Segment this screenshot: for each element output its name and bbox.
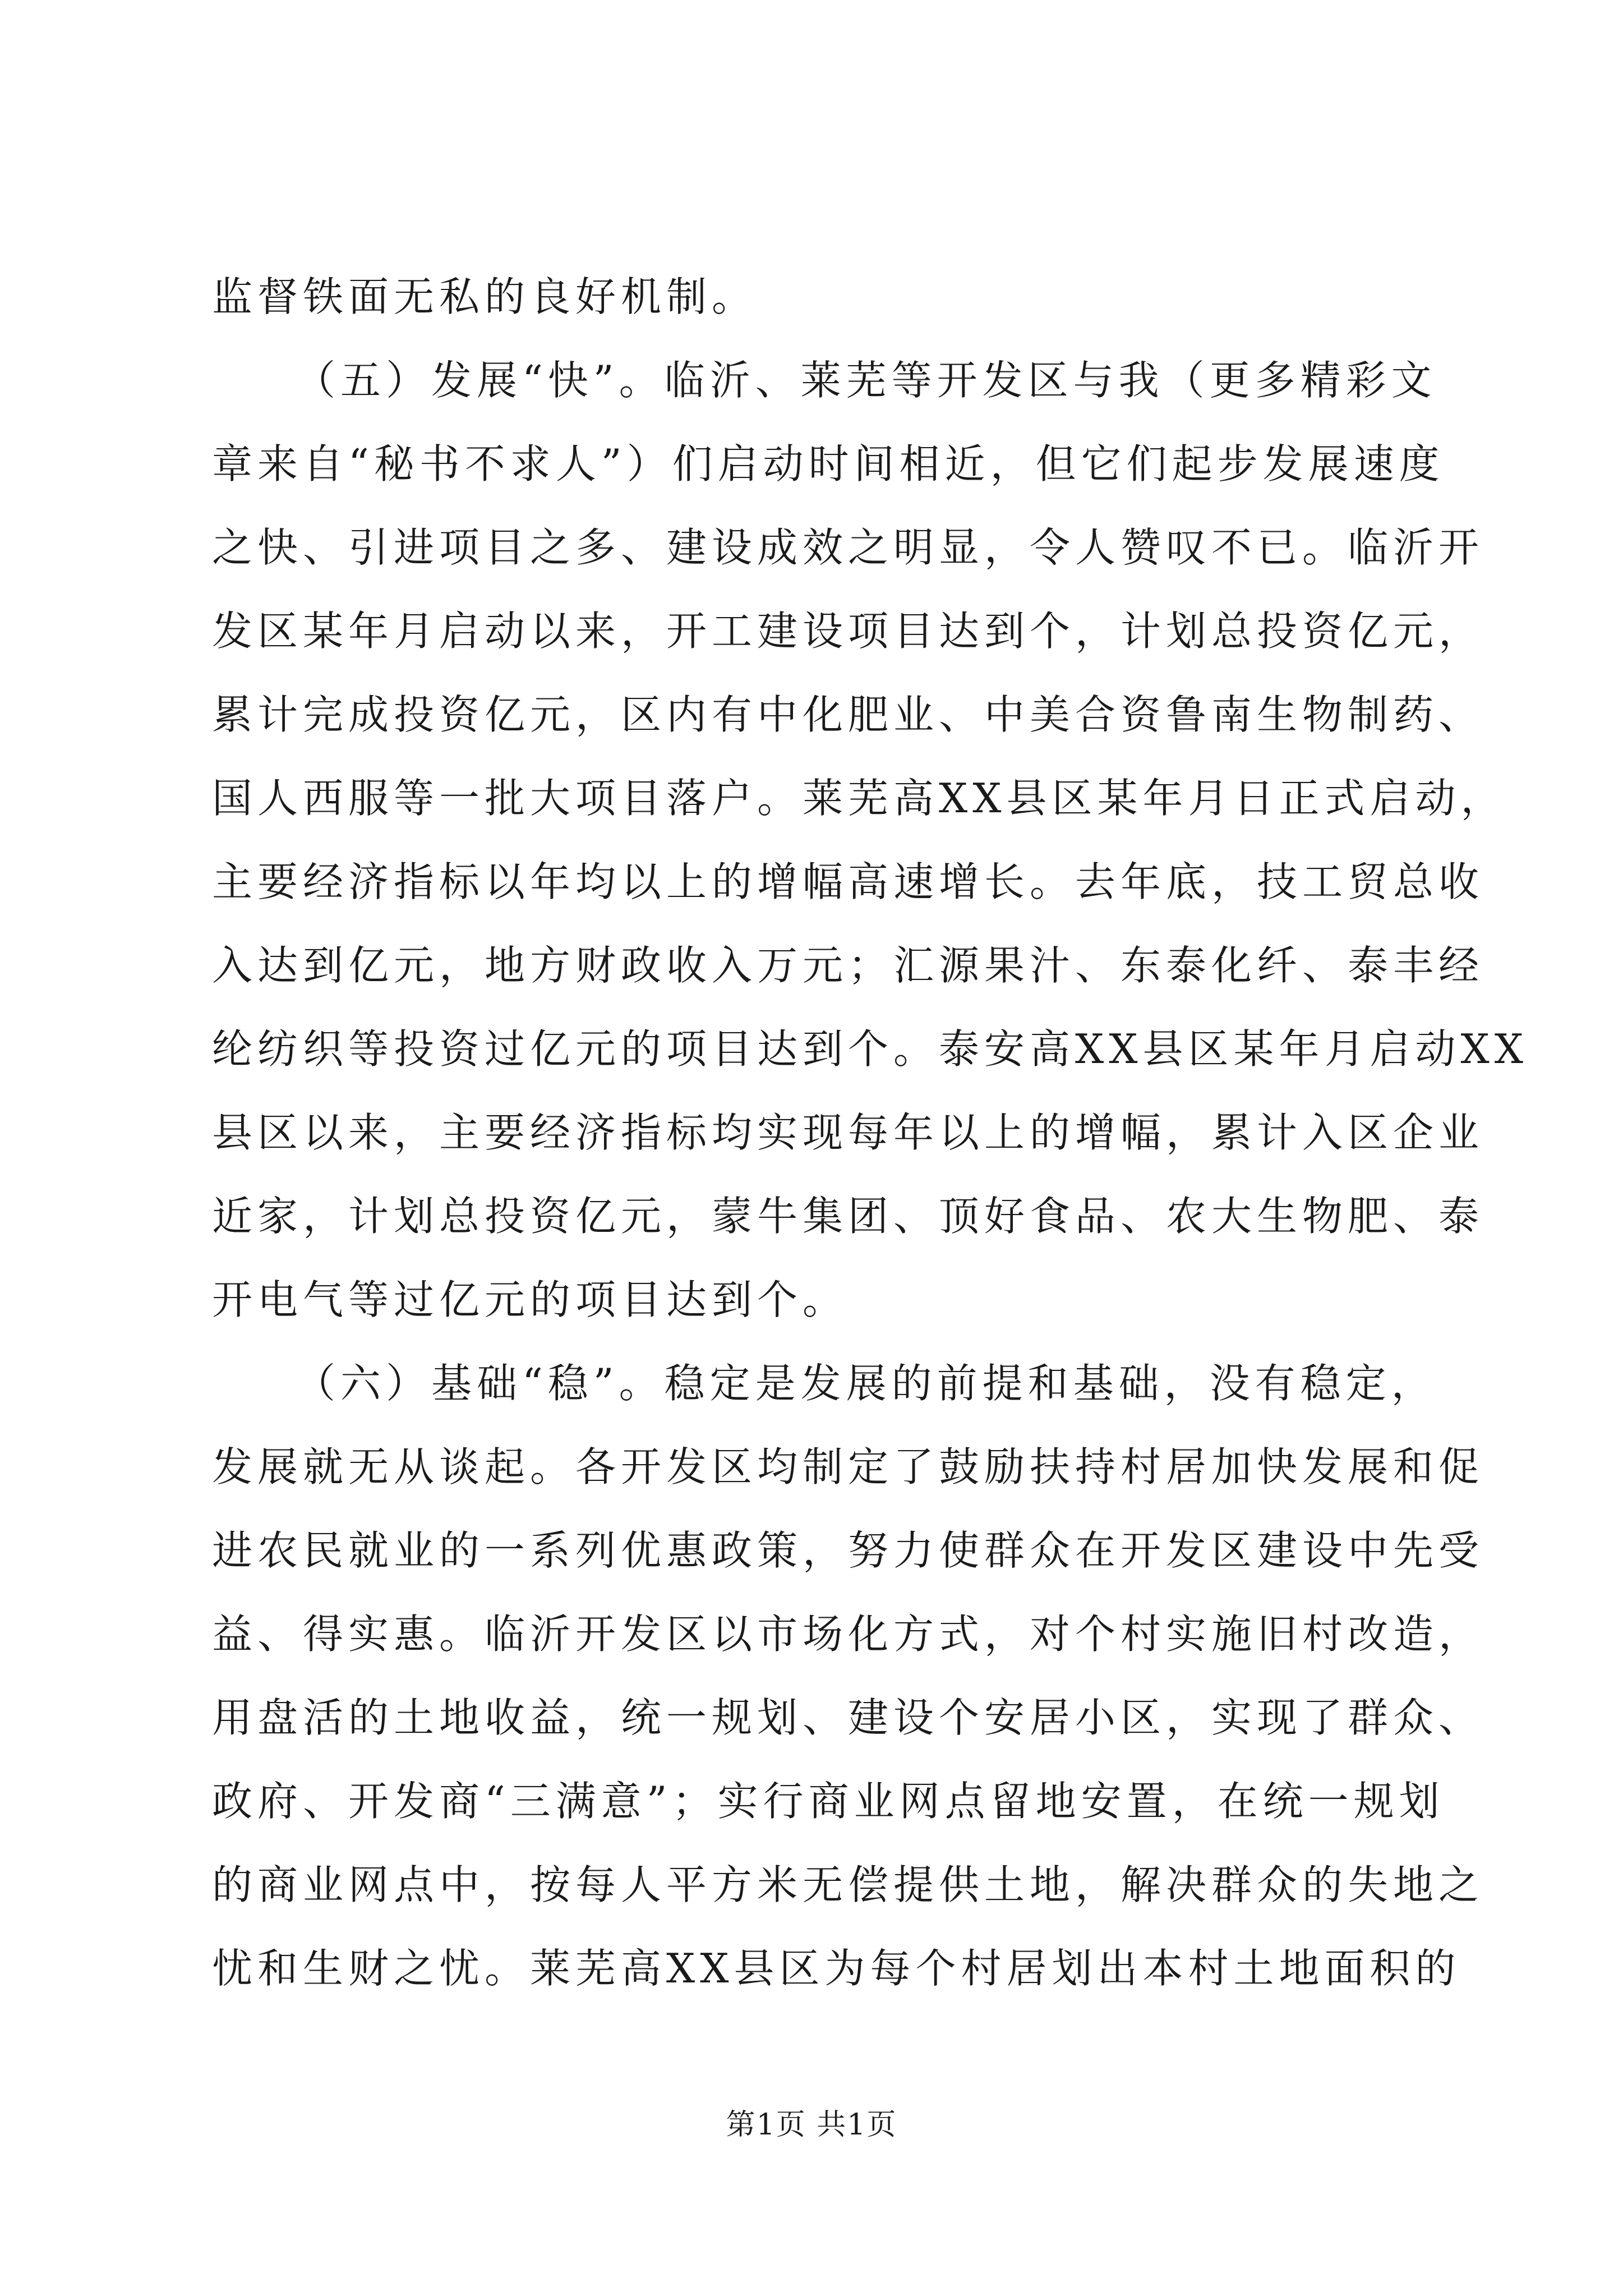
text-line: 的商业网点中，按每人平方米无偿提供土地，解决群众的失地之: [212, 1861, 1484, 1908]
page-number-label: 第1页 共1页: [726, 2108, 897, 2142]
text-line: 监督铁面无私的良好机制。: [212, 273, 758, 320]
text-line: 入达到亿元，地方财政收入万元；汇源果汁、东泰化纤、泰丰经: [212, 942, 1484, 989]
text-line: 国人西服等一批大项目落户。莱芜高XX县区某年月日正式启动，: [212, 775, 1506, 822]
text-line: 发展就无从谈起。各开发区均制定了鼓励扶持村居加快发展和促: [212, 1443, 1484, 1490]
text-line: 纶纺织等投资过亿元的项目达到个。泰安高XX县区某年月启动XX: [212, 1025, 1529, 1073]
text-line: 忧和生财之忧。莱芜高XX县区为每个村居划出本村土地面积的: [212, 1945, 1461, 1992]
section-5-heading-line: （五）发展“快”。临沂、莱芜等开发区与我（更多精彩文: [295, 357, 1437, 404]
text-line: 县区以来，主要经济指标均实现每年以上的增幅，累计入区企业: [212, 1109, 1484, 1156]
document-body: [212, 255, 1529, 2010]
text-line: 之快、引进项目之多、建设成效之明显，令人赞叹不已。临沂开: [212, 524, 1484, 571]
text-line: 开电气等过亿元的项目达到个。: [212, 1276, 849, 1323]
text-line: 近家，计划总投资亿元，蒙牛集团、顶好食品、农大生物肥、泰: [212, 1193, 1484, 1240]
text-line: 进农民就业的一系列优惠政策，努力使群众在开发区建设中先受: [212, 1527, 1484, 1574]
text-line: 主要经济指标以年均以上的增幅高速增长。去年底，技工贸总收: [212, 858, 1484, 905]
text-line: 章来自“秘书不求人”）们启动时间相近，但它们起步发展速度: [212, 440, 1445, 487]
text-line: 累计完成投资亿元，区内有中化肥业、中美合资鲁南生物制药、: [212, 691, 1484, 738]
page-footer: [0, 2102, 1623, 2147]
section-6-heading-line: （六）基础“稳”。稳定是发展的前提和基础，没有稳定，: [295, 1360, 1437, 1407]
text-line: 发区某年月启动以来，开工建设项目达到个，计划总投资亿元，: [212, 608, 1484, 655]
text-line: 用盘活的土地收益，统一规划、建设个安居小区，实现了群众、: [212, 1694, 1484, 1741]
text-line: 益、得实惠。临沂开发区以市场化方式，对个村实施旧村改造，: [212, 1611, 1484, 1658]
text-line: 政府、开发商“三满意”；实行商业网点留地安置，在统一规划: [212, 1778, 1445, 1825]
